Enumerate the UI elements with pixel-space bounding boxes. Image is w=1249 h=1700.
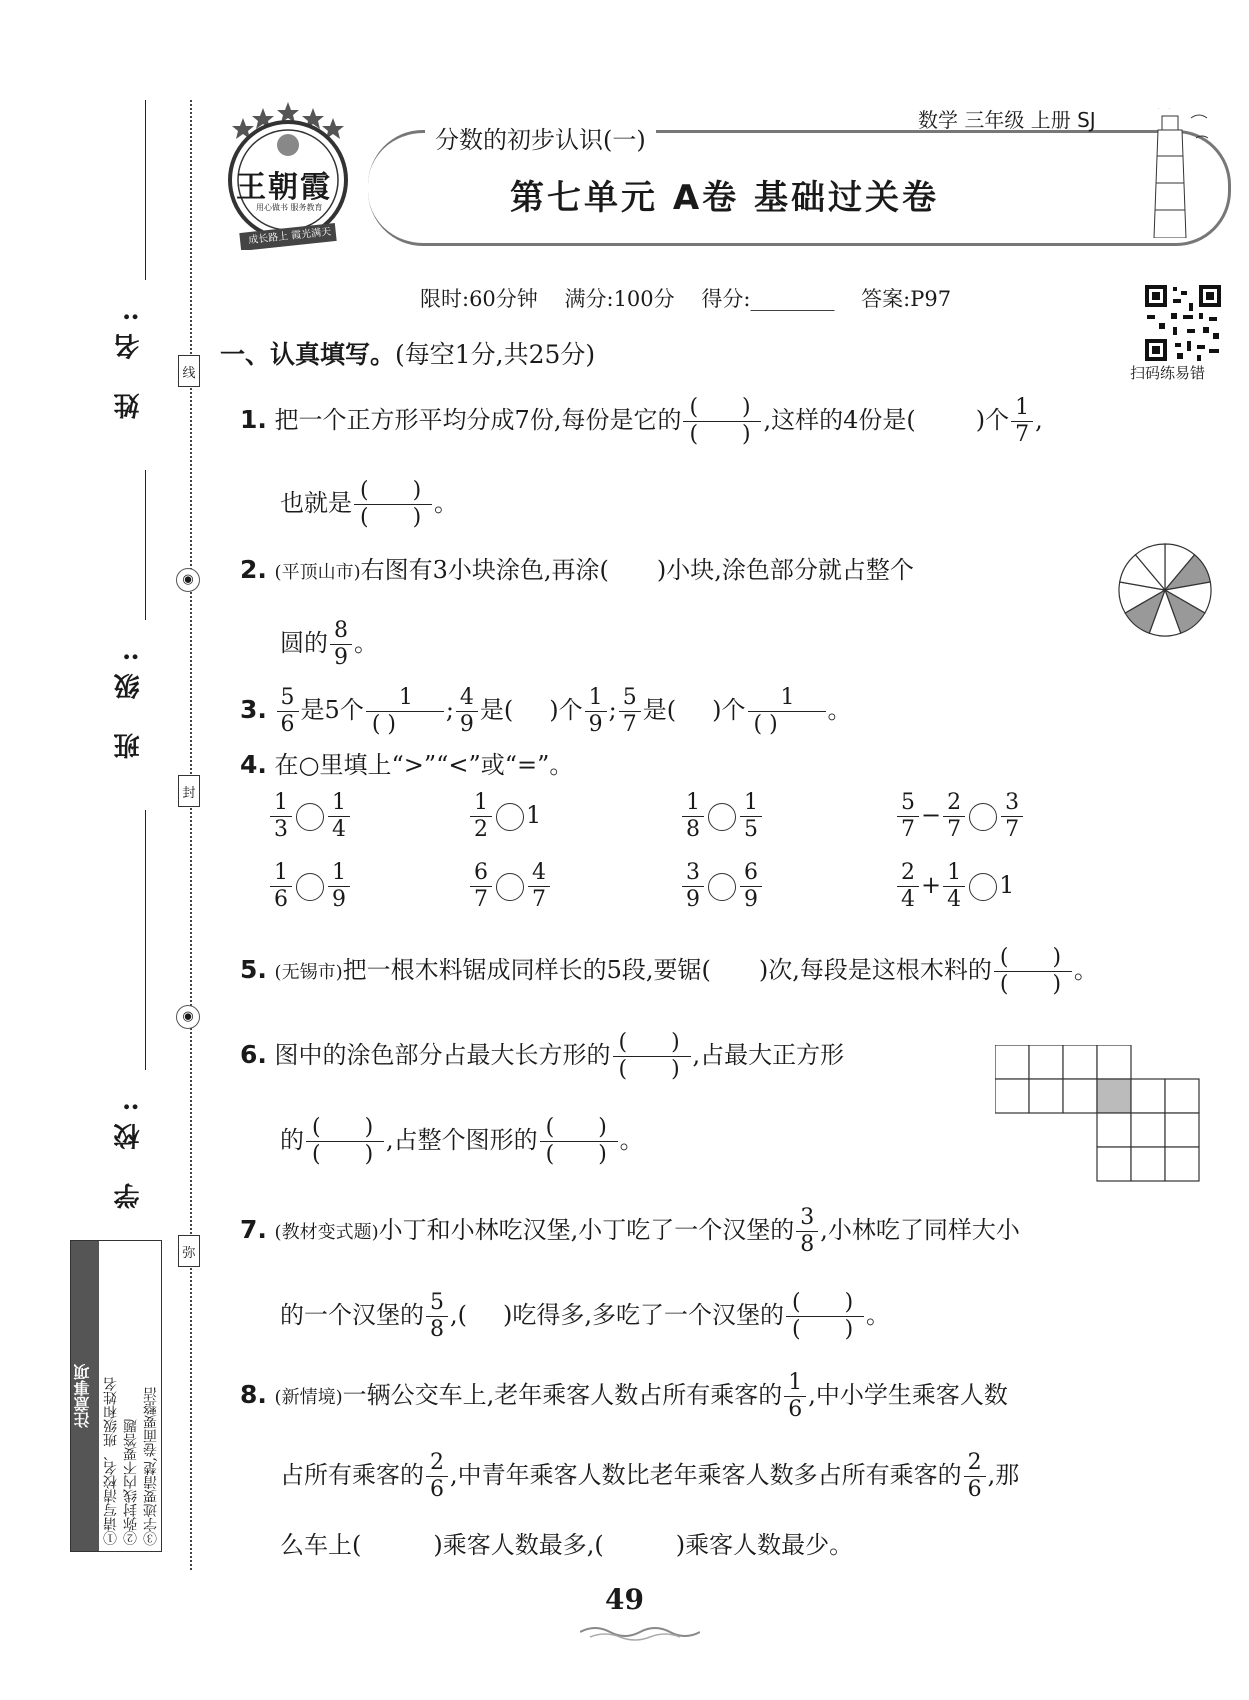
q3-text-d: )个 (549, 696, 583, 724)
answer-fraction-blank[interactable]: $\frac{( )}{( )}$ (786, 1290, 864, 1343)
fraction: $\frac{1}{6}$ (784, 1370, 806, 1423)
q2-text-b: )小块,涂色部分就占整个 (656, 556, 914, 584)
q3-number: 3. (240, 695, 267, 724)
compare-circle[interactable] (708, 873, 736, 901)
q1-text-c: )个 (975, 406, 1010, 434)
q1-text-a: 把一个正方形平均分成7份,每份是它的 (274, 406, 682, 434)
q7-text-d: ,( (450, 1301, 467, 1329)
q7-line2 (280, 1290, 890, 1343)
compare-circle[interactable] (496, 873, 524, 901)
q3-line (240, 685, 852, 738)
q5-line (240, 945, 1098, 998)
full-score: 满分:100分 (564, 287, 675, 311)
brand-slogan: 用心做书 服务教育 (256, 203, 323, 212)
q3-text-h: 。 (827, 696, 852, 724)
q1-text-e: 也就是 (280, 489, 352, 517)
notice-item-3: ③字迹要清楚,卷面要整洁 (143, 1386, 159, 1545)
q8-text-c: 占所有乘客的 (280, 1461, 424, 1489)
q6-text-a: 图中的涂色部分占最大长方形的 (274, 1041, 611, 1069)
test-info (420, 283, 951, 313)
q2-line2 (280, 618, 378, 671)
answer-fraction-blank[interactable]: $\frac{( )}{( )}$ (994, 945, 1072, 998)
brand-tagline: 成长路上 霞光满天 (247, 226, 332, 247)
q8-text-g: )乘客人数最多,( (433, 1531, 604, 1559)
q8-text-e: ,那 (987, 1461, 1020, 1489)
q6-line2 (280, 1115, 644, 1168)
q5-source: (无锡市) (274, 962, 343, 983)
q7-number: 7. (240, 1215, 267, 1244)
q4-number: 4. (240, 750, 267, 779)
compare-circle[interactable] (969, 873, 997, 901)
school-label: 学 校: (114, 1090, 144, 1209)
compare-item: $\frac{1}{2}$ 1 (468, 790, 541, 843)
q2-text-c: 圆的 (280, 629, 328, 657)
section-title: 一、认真填写。 (220, 340, 396, 369)
fraction: $\frac{2}{6}$ (426, 1450, 448, 1503)
q1-text-f: 。 (434, 489, 458, 517)
pie-figure (1115, 540, 1215, 644)
compare-item: $\frac{1}{3}$ $\frac{1}{4}$ (268, 790, 352, 843)
q8-line1 (240, 1370, 1008, 1423)
fraction: $\frac{3}{8}$ (796, 1205, 818, 1258)
compare-circle[interactable] (296, 803, 324, 831)
q8-text-d: ,中青年乘客人数比老年乘客人数多占所有乘客的 (450, 1461, 962, 1489)
answer-page: 答案:P97 (861, 287, 952, 311)
answer-fraction-blank[interactable]: $\frac{( )}{( )}$ (683, 395, 761, 448)
name-field[interactable] (145, 100, 146, 280)
fraction: $\frac{1}{7}$ (1011, 395, 1033, 448)
q6-number: 6. (240, 1040, 267, 1069)
section-heading (220, 335, 595, 371)
compare-item: $\frac{1}{8}$ $\frac{1}{5}$ (680, 790, 764, 843)
compare-circle[interactable] (496, 803, 524, 831)
answer-fraction-blank[interactable]: $\frac{1}{( )}$ (366, 685, 444, 738)
compare-item: $\frac{3}{9}$ $\frac{6}{9}$ (680, 860, 764, 913)
q8-line2 (280, 1450, 1019, 1503)
subject-info: 数学 三年级 上册 SJ (918, 108, 1096, 132)
q8-text-f: 么车上( (280, 1531, 362, 1559)
q7-text-c: 的一个汉堡的 (280, 1301, 424, 1329)
notice-box (70, 1240, 162, 1552)
q7-text-b: ,小林吃了同样大小 (820, 1216, 1020, 1244)
unit-subtitle: 分数的初步认识(一) (425, 120, 656, 155)
q6-line1 (240, 1030, 844, 1083)
q5-text-b: )次,每段是这根木料的 (758, 956, 992, 984)
notice-item-1: ①请写清校名、班级和姓名 (103, 1377, 119, 1545)
wave-ornament-icon (580, 1622, 700, 1646)
fraction: $\frac{8}{9}$ (330, 618, 352, 671)
q1-text-b: ,这样的4份是( (763, 406, 916, 434)
q7-text-f: 。 (866, 1301, 890, 1329)
fraction: $\frac{4}{9}$ (456, 685, 478, 738)
q8-text-a: 一辆公交车上,老年乘客人数占所有乘客的 (342, 1381, 783, 1409)
q7-line1 (240, 1205, 1020, 1258)
q4-line (240, 745, 573, 785)
q6-text-c: 的 (280, 1126, 304, 1154)
qr-code-icon[interactable] (1143, 283, 1223, 363)
answer-fraction-blank[interactable]: $\frac{1}{( )}$ (748, 685, 826, 738)
compare-item: $\frac{5}{7}$ − $\frac{2}{7}$ $\frac{3}{7}$ (895, 790, 1025, 843)
q3-text-g: )个 (712, 696, 746, 724)
seal-xian: 线 (178, 355, 200, 387)
qr-caption: 扫码练易错 (1130, 364, 1206, 382)
fraction: $\frac{1}{9}$ (585, 685, 607, 738)
compare-item: $\frac{6}{7}$ $\frac{4}{7}$ (468, 860, 552, 913)
q8-line3 (280, 1525, 853, 1565)
q7-text-e: )吃得多,多吃了一个汉堡的 (503, 1301, 784, 1329)
q5-text-a: 把一根木料锯成同样长的5段,要锯( (342, 956, 711, 984)
q6-text-d: ,占整个图形的 (386, 1126, 538, 1154)
seal-ring-icon: ◉ (176, 568, 200, 592)
seal-dotted-line (190, 100, 192, 1570)
q8-text-b: ,中小学生乘客人数 (808, 1381, 1008, 1409)
notice-title: 注意事项 (71, 1241, 99, 1551)
answer-fraction-blank[interactable]: $\frac{( )}{( )}$ (354, 478, 432, 531)
answer-fraction-blank[interactable]: $\frac{( )}{( )}$ (613, 1030, 691, 1083)
class-label: 班 级: (114, 640, 144, 759)
q3-text-a: 是5个 (300, 696, 364, 724)
q1-text-d: , (1035, 406, 1043, 434)
q2-text-d: 。 (354, 629, 378, 657)
q3-text-c: 是( (479, 696, 514, 724)
school-field[interactable] (145, 810, 146, 1070)
q5-text-c: 。 (1073, 956, 1098, 984)
class-field[interactable] (145, 470, 146, 620)
q7-text-a: 小丁和小林吃汉堡,小丁吃了一个汉堡的 (378, 1216, 795, 1244)
q3-text-b: ; (445, 696, 454, 724)
q8-number: 8. (240, 1380, 267, 1409)
time-limit: 限时:60分钟 (420, 287, 538, 311)
seal-ring-icon: ◉ (176, 1005, 200, 1029)
answer-fraction-blank[interactable]: $\frac{( )}{( )}$ (306, 1115, 384, 1168)
compare-circle[interactable] (969, 803, 997, 831)
q7-source: (教材变式题) (274, 1222, 379, 1243)
q8-source: (新情境) (274, 1387, 343, 1408)
compare-circle[interactable] (708, 803, 736, 831)
q5-number: 5. (240, 955, 267, 984)
name-label: 姓 名: (114, 300, 144, 419)
q1-number: 1. (240, 405, 267, 434)
page-number: 49 (605, 1583, 644, 1616)
q6-text-b: ,占最大正方形 (692, 1041, 845, 1069)
q2-line1 (240, 550, 914, 593)
q2-source: (平顶山市) (274, 562, 361, 583)
lighthouse-icon (1136, 108, 1216, 242)
fraction: $\frac{2}{6}$ (964, 1450, 986, 1503)
q2-text-a: 右图有3小块涂色,再涂( (360, 556, 609, 584)
score-field[interactable]: 得分:________ (701, 287, 835, 311)
section-note: (每空1分,共25分) (395, 340, 596, 369)
fraction: $\frac{5}{6}$ (277, 685, 299, 738)
compare-circle[interactable] (296, 873, 324, 901)
fraction: $\frac{5}{8}$ (426, 1290, 448, 1343)
q2-number: 2. (240, 555, 267, 584)
brand-name: 王朝霞 (236, 170, 332, 205)
q3-text-f: 是( (642, 696, 677, 724)
q6-text-e: 。 (619, 1126, 644, 1154)
seal-feng: 封 (178, 775, 200, 807)
compare-item: $\frac{2}{4}$ + $\frac{1}{4}$ 1 (895, 860, 1014, 913)
grid-figure (995, 1045, 1205, 1189)
q1-line1 (240, 395, 1043, 448)
q4-text: 在○里填上“>”“<”或“=”。 (274, 751, 574, 779)
notice-item-2: ②弥封线内不要答题 (123, 1419, 139, 1545)
fraction: $\frac{5}{7}$ (619, 685, 641, 738)
q1-line2 (280, 478, 458, 531)
seal-mi: 弥 (178, 1235, 200, 1267)
unit-title: 第七单元 A卷 基础过关卷 (510, 178, 939, 218)
brand-logo (218, 100, 358, 250)
compare-item: $\frac{1}{6}$ $\frac{1}{9}$ (268, 860, 352, 913)
q3-text-e: ; (608, 696, 617, 724)
answer-fraction-blank[interactable]: $\frac{( )}{( )}$ (540, 1115, 618, 1168)
q8-text-h: )乘客人数最少。 (675, 1531, 854, 1559)
